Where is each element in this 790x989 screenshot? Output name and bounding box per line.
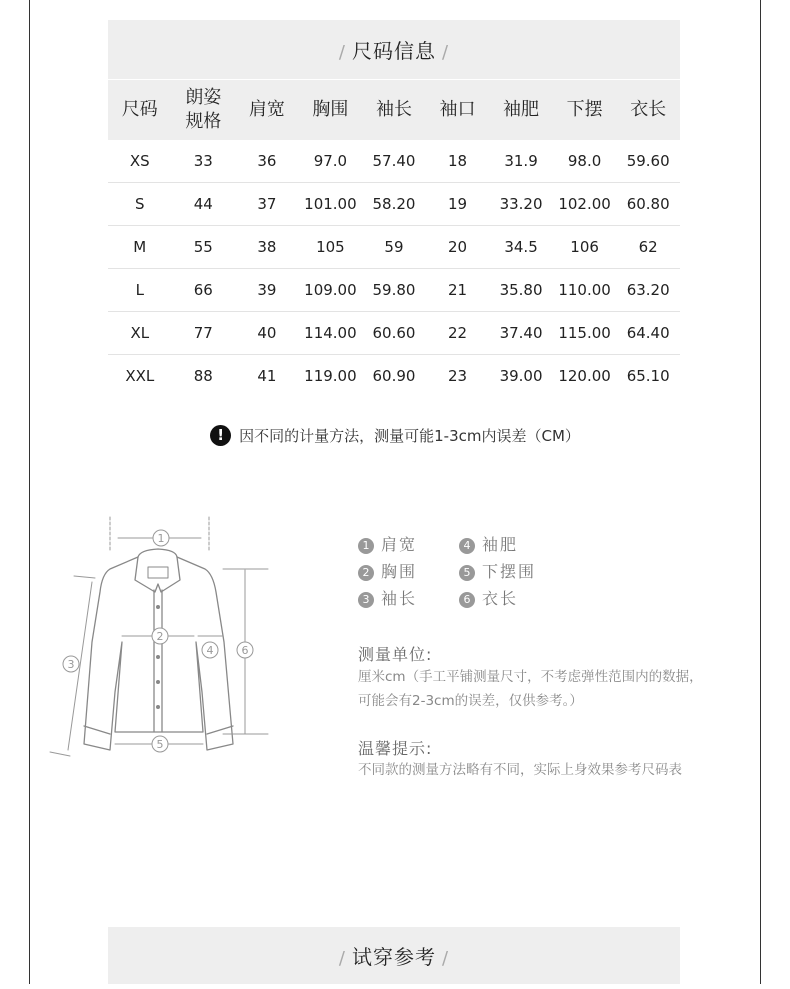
- table-cell: 106: [553, 226, 617, 269]
- marker-2: [152, 628, 168, 644]
- table-cell: 38: [235, 226, 299, 269]
- table-row: [108, 312, 680, 355]
- table-cell: 98.0: [553, 140, 617, 183]
- left-border-line: [29, 0, 30, 984]
- marker-3: [63, 656, 79, 672]
- table-cell: XL: [108, 312, 172, 355]
- legend-number: 6: [459, 592, 475, 608]
- legend-label: 下摆围: [482, 562, 537, 581]
- table-cell: 66: [172, 269, 236, 312]
- table-cell: 36: [235, 140, 299, 183]
- shirt-diagram: [40, 512, 280, 762]
- measurement-note: [0, 425, 790, 446]
- table-row: [108, 226, 680, 269]
- table-row: [108, 269, 680, 312]
- legend-number: 4: [459, 538, 475, 554]
- column-header: 袖长: [362, 80, 426, 140]
- table-cell: 21: [426, 269, 490, 312]
- table-cell: 65.10: [626, 367, 670, 385]
- table-cell: 109.00: [299, 269, 363, 312]
- legend-number: 1: [358, 538, 374, 554]
- legend-item-chest: [358, 559, 417, 582]
- marker-6: [237, 642, 253, 658]
- tips-title: 温馨提示:: [358, 739, 433, 758]
- note-text: 因不同的计量方法，测量可能1-3cm内误差（CM）: [239, 427, 580, 445]
- table-cell: 97.0: [299, 140, 363, 183]
- table-cell: 60.90: [372, 367, 416, 385]
- table-cell: 59.60: [616, 140, 680, 183]
- table-cell: 39.00: [499, 367, 543, 385]
- table-cell: 18: [426, 140, 490, 183]
- legend-item-sleeve-length: [358, 586, 417, 609]
- legend-label: 袖肥: [482, 535, 519, 554]
- table-cell: 44: [172, 183, 236, 226]
- table-cell: 115.00: [553, 312, 617, 355]
- table-cell: 57.40: [362, 140, 426, 183]
- table-cell: 35.80: [489, 269, 553, 312]
- table-cell: 77: [172, 312, 236, 355]
- column-header: 下摆: [553, 80, 617, 140]
- legend-number: 2: [358, 565, 374, 581]
- table-cell: L: [108, 269, 172, 312]
- legend-item-length: [459, 586, 518, 609]
- table-cell: 58.20: [362, 183, 426, 226]
- svg-text:6: 6: [241, 644, 249, 657]
- table-cell: 63.20: [616, 269, 680, 312]
- table-cell: 101.00: [299, 183, 363, 226]
- table-cell: 33: [172, 140, 236, 183]
- table-cell: 105: [299, 226, 363, 269]
- right-border-line: [760, 0, 761, 984]
- measure-unit-text: [358, 665, 738, 713]
- table-cell: 110.00: [553, 269, 617, 312]
- slash-right-decoration: /: [442, 42, 450, 63]
- collar-tag: [148, 567, 168, 578]
- dim-cap-3-bottom: [50, 752, 70, 756]
- table-cell: 62: [616, 226, 680, 269]
- table-cell: 64.40: [616, 312, 680, 355]
- tips-text: 不同款的测量方法略有不同，实际上身效果参考尺码表: [358, 762, 682, 778]
- table-cell: 23: [447, 367, 468, 385]
- column-header: 朗姿 规格: [172, 80, 236, 140]
- table-cell: 41: [257, 367, 277, 385]
- legend-label: 衣长: [482, 589, 519, 608]
- legend-item-shoulder: [358, 532, 417, 555]
- left-cuff: [84, 726, 110, 734]
- try-on-header: [108, 927, 680, 984]
- table-cell: 37: [235, 183, 299, 226]
- legend-item-hem: [459, 559, 536, 582]
- legend-label: 肩宽: [381, 535, 418, 554]
- marker-1: [153, 530, 169, 546]
- measure-unit-title: 测量单位:: [358, 645, 433, 664]
- table-cell: 40: [235, 312, 299, 355]
- shirt-buttons: [156, 605, 160, 709]
- table-cell: 102.00: [553, 183, 617, 226]
- shirt-placket: [154, 590, 162, 732]
- column-header: 肩宽: [235, 80, 299, 140]
- table-cell: 34.5: [489, 226, 553, 269]
- column-header: 袖口: [426, 80, 490, 140]
- column-header: 衣长: [616, 80, 680, 140]
- measure-unit-line-2: 可能会有2-3cm的误差，仅供参考。）: [358, 693, 583, 709]
- table-row: [108, 183, 680, 226]
- table-row: [108, 355, 680, 398]
- size-info-header: [108, 20, 680, 79]
- column-header: 尺码: [108, 80, 172, 140]
- table-cell: 60.80: [616, 183, 680, 226]
- size-info-title: 尺码信息: [352, 39, 436, 63]
- table-cell: XXL: [125, 367, 155, 385]
- exclamation-icon: !: [210, 425, 231, 446]
- table-cell: XS: [108, 140, 172, 183]
- svg-text:5: 5: [156, 738, 164, 751]
- table-row: [108, 140, 680, 183]
- table-cell: 114.00: [299, 312, 363, 355]
- column-header: 袖肥: [489, 80, 553, 140]
- table-cell: 22: [426, 312, 490, 355]
- marker-4: [202, 642, 218, 658]
- legend-number: 5: [459, 565, 475, 581]
- table-cell: S: [108, 183, 172, 226]
- marker-5: [152, 736, 168, 752]
- table-cell: 60.60: [362, 312, 426, 355]
- table-cell: 88: [193, 367, 213, 385]
- shirt-collar: [135, 549, 180, 592]
- table-cell: 19: [426, 183, 490, 226]
- table-cell: 120.00: [558, 367, 611, 385]
- table-cell: 31.9: [489, 140, 553, 183]
- svg-text:3: 3: [67, 658, 75, 671]
- right-cuff: [207, 726, 233, 734]
- table-cell: M: [108, 226, 172, 269]
- table-cell: 39: [235, 269, 299, 312]
- column-header: 胸围: [299, 80, 363, 140]
- table-cell: 59: [362, 226, 426, 269]
- try-on-title: 试穿参考: [352, 945, 436, 969]
- slash-right-decoration: /: [442, 948, 450, 969]
- legend-item-sleeve-width: [459, 532, 518, 555]
- dim-cap-3-top: [74, 576, 95, 578]
- legend-label: 袖长: [381, 589, 418, 608]
- table-cell: 59.80: [362, 269, 426, 312]
- size-table: [108, 80, 680, 397]
- table-cell: 33.20: [489, 183, 553, 226]
- table-cell: 55: [172, 226, 236, 269]
- table-cell: 20: [426, 226, 490, 269]
- table-header-row: [108, 80, 680, 140]
- table-cell: 119.00: [304, 367, 357, 385]
- table-cell: 37.40: [489, 312, 553, 355]
- legend-label: 胸围: [381, 562, 418, 581]
- svg-text:4: 4: [206, 644, 214, 657]
- legend-number: 3: [358, 592, 374, 608]
- measure-unit-line-1: 厘米cm（手工平铺测量尺寸，不考虑弹性范围内的数据，: [358, 669, 703, 685]
- slash-left-decoration: /: [338, 948, 346, 969]
- svg-text:2: 2: [156, 630, 164, 643]
- slash-left-decoration: /: [338, 42, 346, 63]
- svg-text:1: 1: [157, 532, 165, 545]
